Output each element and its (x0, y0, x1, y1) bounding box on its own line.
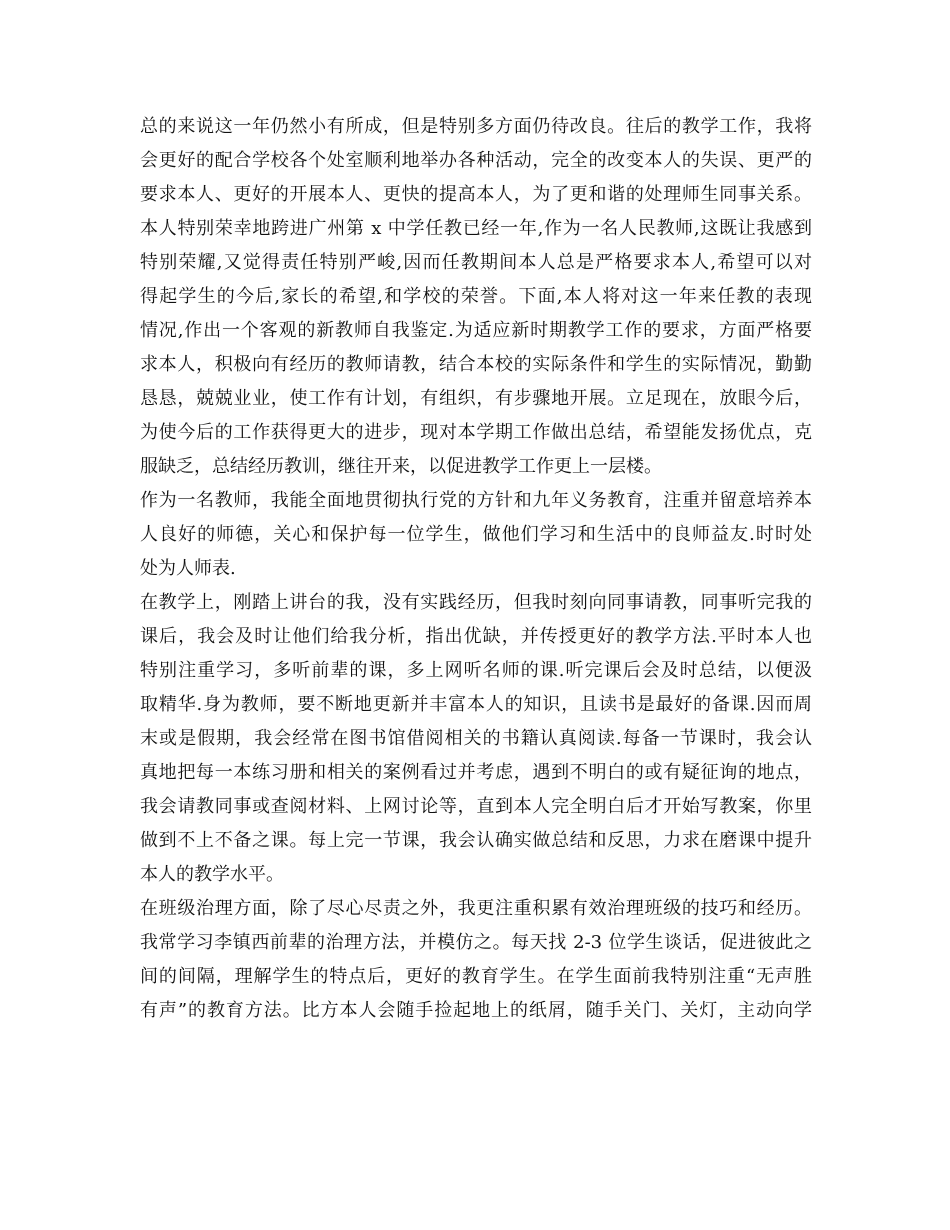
text-line: 我常学习李镇西前辈的治理方法，并模仿之。每天找 2-3 位学生谈话，促进彼此之 (140, 932, 812, 953)
text-line: 真地把每一本练习册和相关的案例看过并考虑，遇到不明白的或有疑征询的地点， (140, 762, 812, 783)
text-line: 为使今后的工作获得更大的进步，现对本学期工作做出总结，希望能发扬优点，克 (140, 422, 812, 443)
text-line: 恳恳，兢兢业业，使工作有计划，有组织，有步骤地开展。立足现在，放眼今后， (140, 388, 812, 409)
text-line: 求本人，积极向有经历的教师请教，结合本校的实际条件和学生的实际情况，勤勤 (140, 354, 812, 375)
text-line: 在教学上，刚踏上讲台的我，没有实践经历，但我时刻向同事请教，同事听完我的 (140, 592, 812, 613)
text-line: 做到不上不备之课。每上完一节课，我会认确实做总结和反思，力求在磨课中提升 (140, 830, 812, 851)
text-line: 末或是假期，我会经常在图书馆借阅相关的书籍认真阅读.每备一节课时，我会认 (140, 728, 812, 749)
text-line: 特别荣耀,又觉得责任特别严峻,因而任教期间本人总是严格要求本人,希望可以对 (140, 252, 812, 273)
paragraph (140, 586, 812, 892)
text-line: 课后，我会及时让他们给我分析，指出优缺，并传授更好的教学方法.平时本人也 (140, 626, 812, 647)
text-line: 服缺乏，总结经历教训，继往开来，以促进教学工作更上一层楼。 (140, 456, 662, 477)
text-line: 取精华.身为教师，要不断地更新并丰富本人的知识，且读书是最好的备课.因而周 (140, 694, 812, 715)
text-line: 特别注重学习，多听前辈的课，多上网听名师的课.听完课后会及时总结，以便汲 (140, 660, 812, 681)
paragraph (140, 212, 812, 484)
text-line: 总的来说这一年仍然小有所成，但是特别多方面仍待改良。往后的教学工作，我将 (140, 116, 812, 137)
text-line: 作为一名教师，我能全面地贯彻执行党的方针和九年义务教育，注重并留意培养本 (140, 490, 812, 511)
text-line: 要求本人、更好的开展本人、更快的提高本人，为了更和谐的处理师生同事关系。 (140, 184, 812, 205)
document-body (140, 110, 812, 1028)
text-line: 间的间隔，理解学生的特点后，更好的教育学生。在学生面前我特别注重“无声胜 (140, 966, 812, 987)
text-line: 会更好的配合学校各个处室顺利地举办各种活动，完全的改变本人的失误、更严的 (140, 150, 812, 171)
text-line: 本人的教学水平。 (140, 864, 284, 885)
text-line: 有声”的教育方法。比方本人会随手捡起地上的纸屑，随手关门、关灯，主动向学 (140, 1000, 812, 1021)
paragraph (140, 110, 812, 212)
text-line: 在班级治理方面，除了尽心尽责之外，我更注重积累有效治理班级的技巧和经历。 (140, 898, 812, 919)
paragraph (140, 892, 812, 1028)
text-line: 人良好的师德，关心和保护每一位学生，做他们学习和生活中的良师益友.时时处 (140, 524, 812, 545)
text-line: 情况,作出一个客观的新教师自我鉴定.为适应新时期教学工作的要求，方面严格要 (140, 320, 812, 341)
paragraph (140, 484, 812, 586)
text-line: 处为人师表. (140, 558, 236, 579)
text-line: 得起学生的今后,家长的希望,和学校的荣誉。下面,本人将对这一年来任教的表现 (140, 286, 812, 307)
text-line: 我会请教同事或查阅材料、上网讨论等，直到本人完全明白后才开始写教案，你里 (140, 796, 812, 817)
text-line: 本人特别荣幸地跨进广州第 x 中学任教已经一年,作为一名人民教师,这既让我感到 (140, 218, 812, 239)
